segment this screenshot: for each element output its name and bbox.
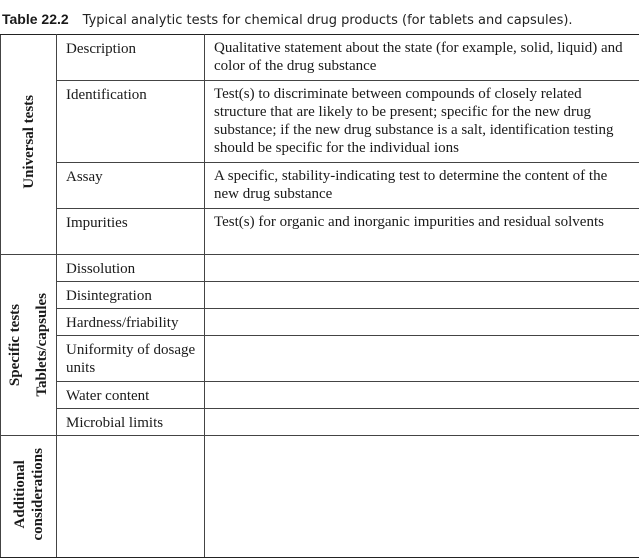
table-row <box>1 382 639 409</box>
table-number: Table 22.2 <box>2 11 69 27</box>
table-row <box>1 163 639 209</box>
test-name-cell: Identification <box>57 81 205 163</box>
table-row <box>1 309 639 336</box>
table-row <box>1 209 639 255</box>
specific-tests-header <box>1 255 57 436</box>
test-name-cell: Dissolution <box>57 255 205 282</box>
table-title: Typical analytic tests for chemical drug products (for tablets and capsules). <box>82 13 573 28</box>
table-row <box>1 255 639 282</box>
universal-tests-header <box>1 35 57 255</box>
additional-considerations-header <box>1 436 57 558</box>
test-description-cell: A specific, stability-indicating test to determine the content of the new drug substance <box>205 163 639 209</box>
test-description-cell <box>205 382 639 409</box>
test-name-cell: Disintegration <box>57 282 205 309</box>
test-description-cell <box>205 309 639 336</box>
test-name-cell: Water content <box>57 382 205 409</box>
test-description-cell: Qualitative statement about the state (for example, solid, liquid) and color of the drug substance <box>205 35 639 81</box>
test-name-cell <box>57 436 205 558</box>
table-row <box>1 436 639 558</box>
test-description-cell <box>205 255 639 282</box>
universal-tests-label: Universal tests <box>20 95 37 189</box>
test-description-cell <box>205 436 639 558</box>
test-name-cell: Uniformity of dosage units <box>57 336 205 382</box>
tablets-capsules-label: Tablets/capsules <box>34 293 51 397</box>
test-description-cell <box>205 409 639 436</box>
table-row <box>1 336 639 382</box>
additional-considerations-label: Additional considerations <box>11 447 46 541</box>
table-row <box>1 282 639 309</box>
table-row <box>1 35 639 81</box>
test-description-cell <box>205 336 639 382</box>
test-name-cell: Description <box>57 35 205 81</box>
table-caption <box>2 9 637 33</box>
test-description-cell <box>205 282 639 309</box>
test-name-cell: Assay <box>57 163 205 209</box>
test-name-cell: Microbial limits <box>57 409 205 436</box>
table-row <box>1 81 639 163</box>
analytic-tests-table <box>0 34 639 558</box>
test-name-cell: Hardness/friability <box>57 309 205 336</box>
table-row <box>1 409 639 436</box>
test-name-cell: Impurities <box>57 209 205 255</box>
specific-tests-label: Specific tests <box>6 303 23 387</box>
test-description-cell: Test(s) for organic and inorganic impurities and residual solvents <box>205 209 639 255</box>
test-description-cell: Test(s) to discriminate between compounds of closely related structure that are likely to be present; specific for the new drug substance; if the new drug substance is a salt, identification testing should be specific for the individual ions <box>205 81 639 163</box>
